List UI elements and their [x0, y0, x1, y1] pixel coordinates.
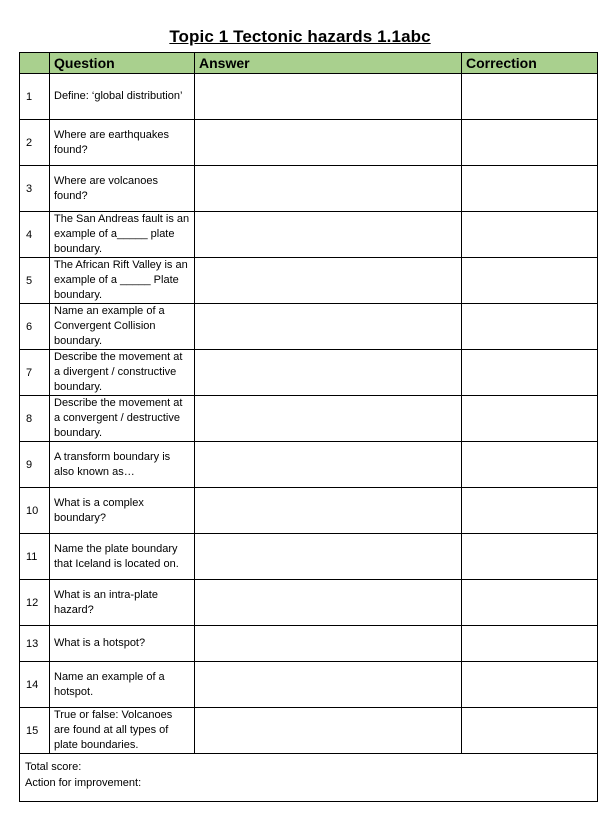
answer-cell[interactable] — [195, 350, 462, 396]
correction-cell[interactable] — [462, 212, 598, 258]
row-number: 9 — [20, 442, 50, 488]
correction-cell[interactable] — [462, 488, 598, 534]
row-number: 1 — [20, 74, 50, 120]
correction-cell[interactable] — [462, 74, 598, 120]
question-cell: True or false: Volcanoes are found at all types of plate boundaries. — [50, 708, 195, 754]
answer-cell[interactable] — [195, 626, 462, 662]
table-row — [20, 166, 598, 212]
question-cell: Describe the movement at a convergent / destructive boundary. — [50, 396, 195, 442]
answer-cell[interactable] — [195, 212, 462, 258]
question-cell: Name an example of a hotspot. — [50, 662, 195, 708]
table-row — [20, 120, 598, 166]
answer-cell[interactable] — [195, 74, 462, 120]
table-row — [20, 626, 598, 662]
correction-cell[interactable] — [462, 258, 598, 304]
table-row — [20, 212, 598, 258]
correction-cell[interactable] — [462, 626, 598, 662]
answer-cell[interactable] — [195, 304, 462, 350]
correction-cell[interactable] — [462, 442, 598, 488]
footer-row — [20, 754, 598, 802]
table-row — [20, 442, 598, 488]
answer-cell[interactable] — [195, 580, 462, 626]
answer-cell[interactable] — [195, 396, 462, 442]
row-number: 5 — [20, 258, 50, 304]
answer-cell[interactable] — [195, 120, 462, 166]
row-number: 14 — [20, 662, 50, 708]
footer-cell[interactable] — [20, 754, 598, 802]
question-cell: The San Andreas fault is an example of a_____ plate boundary. — [50, 212, 195, 258]
question-cell: Name an example of a Convergent Collision boundary. — [50, 304, 195, 350]
row-number: 13 — [20, 626, 50, 662]
answer-cell[interactable] — [195, 662, 462, 708]
answer-cell[interactable] — [195, 708, 462, 754]
total-score-label: Total score: — [25, 761, 82, 773]
correction-cell[interactable] — [462, 120, 598, 166]
question-cell: Where are earthquakes found? — [50, 120, 195, 166]
correction-cell[interactable] — [462, 662, 598, 708]
header-row — [20, 53, 598, 74]
table-row — [20, 350, 598, 396]
correction-cell[interactable] — [462, 708, 598, 754]
question-cell: What is a hotspot? — [50, 626, 195, 662]
answer-header: Answer — [195, 53, 462, 74]
row-number: 11 — [20, 534, 50, 580]
row-number: 3 — [20, 166, 50, 212]
row-number: 2 — [20, 120, 50, 166]
correction-cell[interactable] — [462, 304, 598, 350]
question-cell: Where are volcanoes found? — [50, 166, 195, 212]
question-cell: What is an intra-plate hazard? — [50, 580, 195, 626]
table-row — [20, 662, 598, 708]
table-row — [20, 304, 598, 350]
question-header: Question — [50, 53, 195, 74]
table-row — [20, 534, 598, 580]
row-number: 6 — [20, 304, 50, 350]
table-row — [20, 580, 598, 626]
table-row — [20, 708, 598, 754]
table-row — [20, 488, 598, 534]
answer-cell[interactable] — [195, 258, 462, 304]
row-number: 7 — [20, 350, 50, 396]
correction-cell[interactable] — [462, 534, 598, 580]
number-header — [20, 53, 50, 74]
row-number: 4 — [20, 212, 50, 258]
question-cell: Define: ‘global distribution’ — [50, 74, 195, 120]
action-for-improvement-label: Action for improvement: — [25, 777, 142, 789]
table-row — [20, 258, 598, 304]
answer-cell[interactable] — [195, 166, 462, 212]
question-cell: Name the plate boundary that Iceland is located on. — [50, 534, 195, 580]
question-cell: Describe the movement at a divergent / constructive boundary. — [50, 350, 195, 396]
correction-cell[interactable] — [462, 166, 598, 212]
row-number: 12 — [20, 580, 50, 626]
row-number: 10 — [20, 488, 50, 534]
question-cell: A transform boundary is also known as… — [50, 442, 195, 488]
correction-cell[interactable] — [462, 396, 598, 442]
correction-cell[interactable] — [462, 350, 598, 396]
answer-cell[interactable] — [195, 442, 462, 488]
page-title: Topic 1 Tectonic hazards 1.1abc — [169, 27, 431, 46]
question-cell: What is a complex boundary? — [50, 488, 195, 534]
row-number: 15 — [20, 708, 50, 754]
row-number: 8 — [20, 396, 50, 442]
question-cell: The African Rift Valley is an example of a _____ Plate boundary. — [50, 258, 195, 304]
answer-cell[interactable] — [195, 488, 462, 534]
quiz-table — [19, 52, 598, 802]
answer-cell[interactable] — [195, 534, 462, 580]
table-row — [20, 396, 598, 442]
correction-cell[interactable] — [462, 580, 598, 626]
table-row — [20, 74, 598, 120]
correction-header: Correction — [462, 53, 598, 74]
